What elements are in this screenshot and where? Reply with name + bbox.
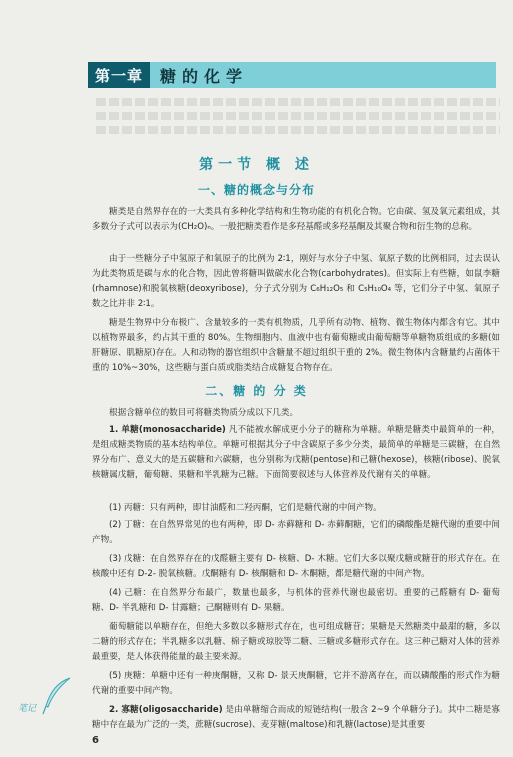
bleed-through-text bbox=[96, 98, 500, 106]
paragraph-body: 是由单糖缩合而成的短链结构(一般含 2~9 个单糖分子)。其中二糖是寡糖中存在最为广泛的一类，蔗糖(sucrose)、麦芽糖(maltose)和乳糖(lactose)是其重要 bbox=[92, 705, 500, 730]
paragraph: 葡萄糖能以单糖存在，但绝大多数以多糖形式存在，也可组成糖苷；果糖是天然糖类中最甜的糖，多以二糖的形式存在；半乳糖多以乳糖、棉子糖或琼胶等二糖、三糖或多糖形式存在。这三种己糖对人体的营养最重要，是人体获得能量的最主要来源。 bbox=[92, 622, 500, 662]
subsection-title-concept: 一、糖的概念与分布 bbox=[197, 183, 315, 197]
paragraph: 根据含糖单位的数目可将糖类物质分成以下几类。 bbox=[109, 408, 299, 418]
paragraph: (4) 己糖：在自然界分布最广，数量也最多，与机体的营养代谢也最密切。重要的己醛糖有 D- 葡萄糖、D- 半乳糖和 D- 甘露糖；己酮糖则有 D- 果糖。 bbox=[92, 588, 500, 613]
paragraph: (1) 丙糖：只有两种，即甘油醛和二羟丙酮，它们是糖代谢的中间产物。 bbox=[109, 503, 382, 513]
chapter-title: 糖的化学 bbox=[160, 66, 249, 86]
paragraph-monosaccharide bbox=[92, 423, 500, 483]
paragraph: 由于一些糖分子中氢原子和氧原子的比例为 2∶1，刚好与水分子中氢、氧原子数的比例相同，过去误认为此类物质是碳与水的化合物，因此曾将糖叫做碳水化合物(carbohydrates)。但实际上有些糖，如鼠李糖(rhamnose)和脱氧核糖(deoxyribose)，分子式分别为 C₆H₁₂O₅ 和 C₅H₁₀O₄ 等，它们分子中氢、氧原子数之比并非 2∶1。 bbox=[92, 254, 500, 309]
paragraph-oligosaccharide bbox=[92, 703, 500, 733]
subsection-title-classification: 二、糖 的 分 类 bbox=[205, 384, 308, 398]
paragraph: (5) 庚糖：单糖中还有一种庚酮糖，又称 D- 景天庚酮糖，它并不游离存在，而以磷酸酯的形式作为糖代谢的重要中间产物。 bbox=[92, 671, 500, 696]
term-oligosaccharide: 2. 寡糖(oligosaccharide) bbox=[109, 705, 223, 715]
paragraph-body: 凡不能被水解成更小分子的糖称为单糖。单糖是糖类中最简单的一种，是组成糖类物质的基本结构单位。单糖可根据其分子中含碳原子多少分类，最简单的单糖是三碳糖，在自然界分布广、意义大的是五碳糖和六碳糖，也分别称为戊糖(pentose)和己糖(hexose)，核糖(ribose)、脱氧核糖属戊糖，葡萄糖、果糖和半乳糖为己糖。下面简要叙述与人体营养及代谢有关的单糖。 bbox=[92, 425, 501, 480]
paragraph: (2) 丁糖：在自然界常见的也有两种，即 D- 赤藓糖和 D- 赤藓酮糖，它们的磷酸酯是糖代谢的重要中间产物。 bbox=[92, 520, 500, 545]
quill-pen-icon bbox=[40, 676, 74, 716]
term-monosaccharide: 1. 单糖(monosaccharide) bbox=[109, 425, 226, 435]
notes-label: 笔记 bbox=[18, 704, 37, 714]
chapter-number: 第一章 bbox=[88, 62, 150, 88]
paragraph: 糖是生物界中分布极广、含量较多的一类有机物质，几乎所有动物、植物、微生物体内都含有它。其中以植物界最多，约占其干重的 80%。生物细胞内、血液中也有葡萄糖或由葡萄糖等单糖物质组成的多糖(如肝糖原、肌糖原)存在。人和动物的器官组织中含糖量不超过组织干重的 2%。微生物体内含糖量约占菌体干重的 10%~30%，这些糖与蛋白质或脂类结合成糖复合物存在。 bbox=[92, 318, 500, 373]
paragraph: (3) 戊糖：在自然界存在的戊醛糖主要有 D- 核糖、D- 木糖。它们大多以聚戊糖或糖苷的形式存在。在核酸中还有 D-2- 脱氧核糖。戊酮糖有 D- 核酮糖和 D- 木酮糖，都是糖代谢的中间产物。 bbox=[92, 554, 500, 579]
paragraph: 糖类是自然界存在的一大类具有多种化学结构和生物功能的有机化合物。它由碳、氢及氧元素组成，其多数分子式可以表示为(CH₂O)ₙ。一般把糖类看作是多羟基醛或多羟基酮及其聚合物和衍生物的总称。 bbox=[92, 207, 500, 232]
section-title: 第一节 概 述 bbox=[199, 157, 314, 173]
page-number: 6 bbox=[92, 735, 99, 746]
bleed-through-text bbox=[96, 112, 500, 120]
chapter-banner bbox=[88, 62, 496, 88]
bleed-through-text bbox=[96, 126, 500, 134]
